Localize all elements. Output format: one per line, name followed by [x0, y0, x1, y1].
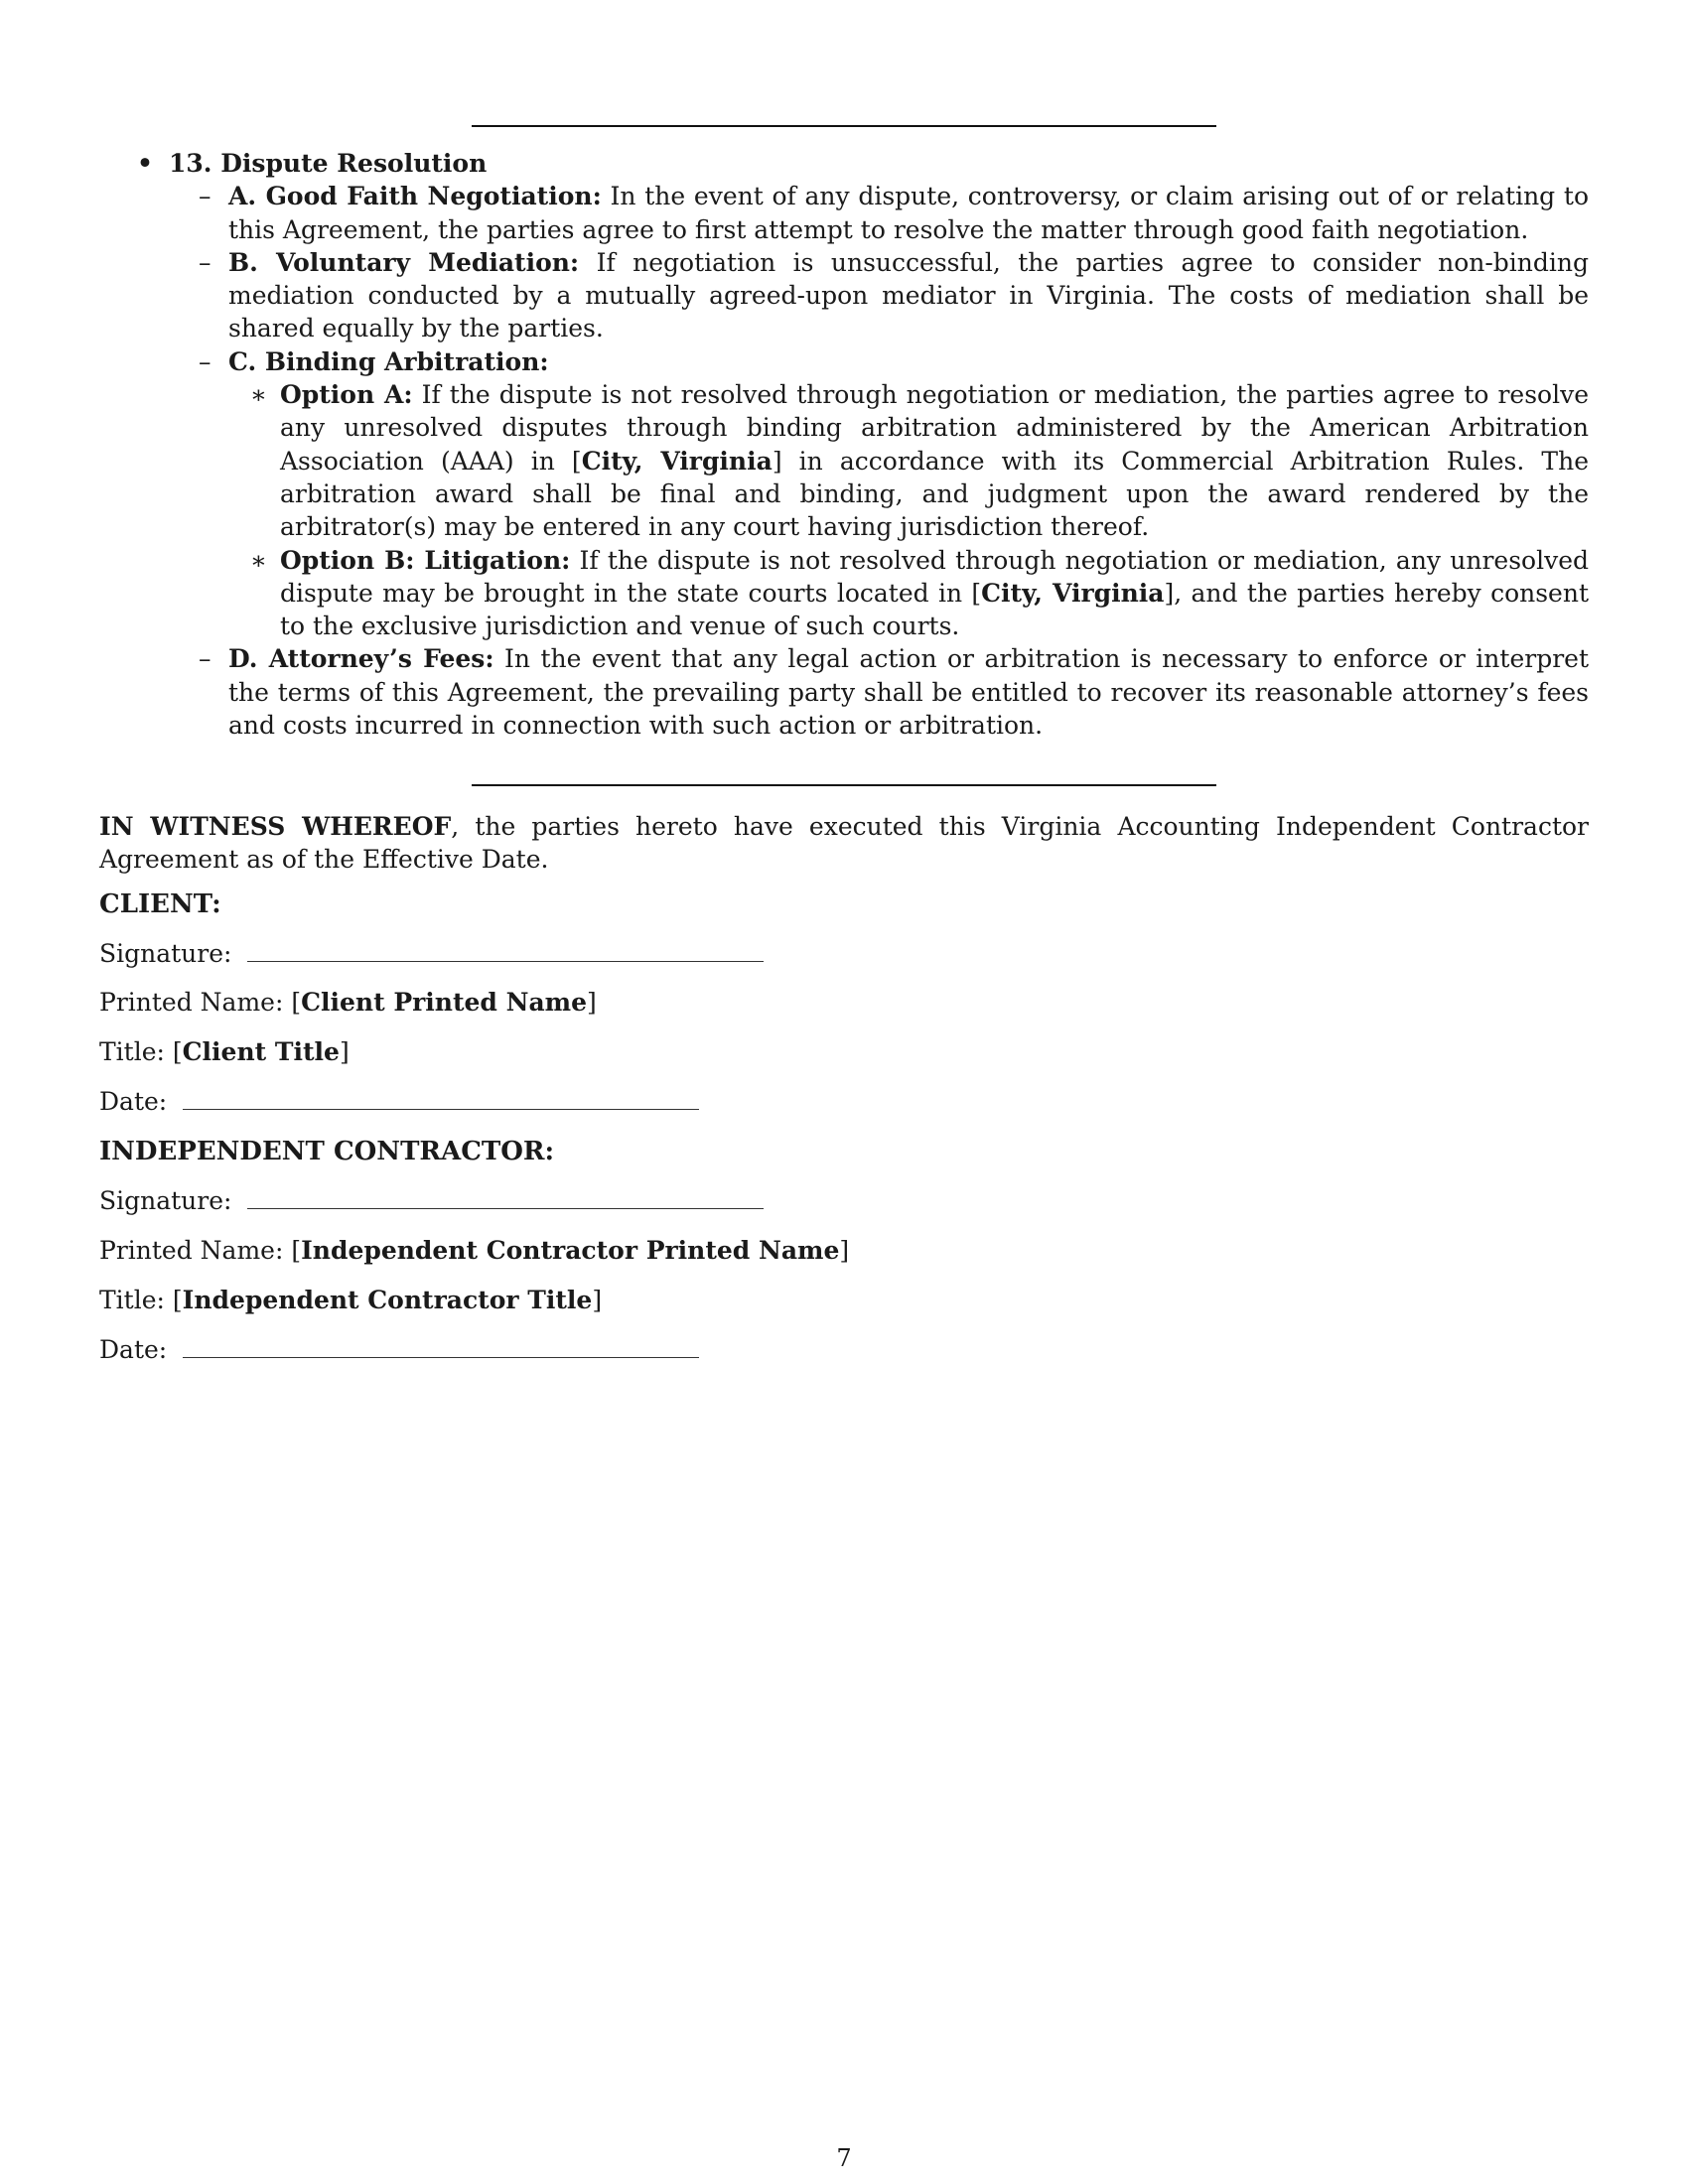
- client-signature-line[interactable]: [247, 941, 764, 962]
- contractor-title-row: [99, 1284, 1489, 1316]
- dash-icon: –: [199, 182, 211, 211]
- dispute-resolution-section: [99, 147, 1589, 742]
- asterisk-icon: ∗: [250, 380, 267, 410]
- dash-icon: –: [199, 247, 211, 277]
- clause-a-label: A. Good Faith Negotiation:: [228, 182, 602, 211]
- client-date-row: [99, 1085, 1489, 1118]
- option-a-text-1: If the dispute is not resolved through negotiation or mediation, the parties agree to resolve any unresolved disputes through binding arbitration administered by the American Arbitration Association (AAA) in [: [280, 380, 1590, 476]
- dash-icon: –: [199, 346, 211, 376]
- contractor-date-line[interactable]: [183, 1337, 699, 1358]
- client-title-row: [99, 1035, 1489, 1068]
- client-printed-name-row: [99, 986, 1489, 1019]
- contractor-heading: INDEPENDENT CONTRACTOR:: [99, 1137, 555, 1166]
- clause-b-label: B. Voluntary Mediation:: [228, 247, 580, 277]
- client-title-label: Title:: [99, 1037, 165, 1066]
- contractor-printed-name-value: [Independent Contractor Printed Name]: [291, 1236, 850, 1265]
- clause-d-text: In the event that any legal action or arbitration is necessary to enforce or interpret the terms of this Agreement, the prevailing party shall be entitled to recover its reasonable attorney’s fees and costs incurred in connection with such action or arbitration.: [228, 644, 1589, 741]
- section-title: 13. Dispute Resolution: [169, 149, 488, 178]
- client-date-line[interactable]: [183, 1089, 699, 1110]
- option-a-label: Option A:: [280, 380, 413, 410]
- client-date-label: Date:: [99, 1087, 168, 1116]
- option-a-city: City, Virginia: [581, 446, 773, 476]
- client-signature-label: Signature:: [99, 939, 232, 968]
- contractor-printed-name-row: [99, 1234, 1489, 1267]
- option-b-text-1: If the dispute is not resolved through negotiation or mediation, any unresolved dispute may be brought in the state courts located in [: [280, 545, 1589, 608]
- option-b-label: Option B: Litigation:: [280, 545, 571, 575]
- option-b: [99, 544, 1589, 643]
- page-number: 7: [836, 2144, 852, 2172]
- clause-d-label: D. Attorney’s Fees:: [228, 644, 494, 674]
- witness-paragraph: [99, 810, 1589, 877]
- contractor-date-label: Date:: [99, 1335, 168, 1364]
- contractor-title-value: [Independent Contractor Title]: [172, 1286, 603, 1314]
- middle-horizontal-rule: [472, 784, 1216, 786]
- client-title-value: [Client Title]: [172, 1037, 350, 1066]
- option-b-city: City, Virginia: [981, 578, 1165, 608]
- client-printed-name-label: Printed Name:: [99, 988, 284, 1017]
- clause-a-text: In the event of any dispute, controversy, or claim arising out of or relating to this Agreement, the parties agree to first attempt to resolve the matter through good faith negotiation.: [228, 182, 1589, 244]
- option-a: [99, 378, 1589, 543]
- clause-d: [99, 642, 1589, 742]
- clause-c-label: C. Binding Arbitration:: [228, 346, 549, 376]
- section-heading-item: [99, 147, 1589, 180]
- contractor-signature-row: [99, 1184, 1489, 1217]
- contractor-signature-line[interactable]: [247, 1188, 764, 1209]
- option-b-text-2: ], and the parties hereby consent to the exclusive jurisdiction and venue of such courts.: [280, 578, 1589, 641]
- top-horizontal-rule: [472, 125, 1216, 127]
- contractor-signature-label: Signature:: [99, 1186, 232, 1215]
- contractor-date-row: [99, 1333, 1489, 1366]
- bullet-icon: •: [137, 149, 153, 178]
- witness-text: , the parties hereto have executed this Virginia Accounting Independent Contractor Agreement as of the Effective Date.: [99, 812, 1589, 875]
- clause-b-text: If negotiation is unsuccessful, the parties agree to consider non-binding mediation conducted by a mutually agreed-upon mediator in Virginia. The costs of mediation shall be shared equally by the parties.: [228, 247, 1589, 343]
- asterisk-icon: ∗: [250, 545, 267, 575]
- clause-a: [99, 180, 1589, 246]
- client-printed-name-value: [Client Printed Name]: [291, 988, 597, 1017]
- dash-icon: –: [199, 644, 211, 674]
- client-signature-row: [99, 937, 1489, 970]
- clause-b: [99, 246, 1589, 345]
- client-heading: CLIENT:: [99, 889, 221, 919]
- contractor-printed-name-label: Printed Name:: [99, 1236, 284, 1265]
- witness-lead: IN WITNESS WHEREOF: [99, 812, 452, 841]
- option-a-text-2: ] in accordance with its Commercial Arbitration Rules. The arbitration award shall be final and binding, and judgment upon the award rendered by the arbitrator(s) may be entered in any court having jurisdiction thereof.: [280, 446, 1589, 542]
- contractor-title-label: Title:: [99, 1286, 165, 1314]
- clause-c: [99, 345, 1589, 378]
